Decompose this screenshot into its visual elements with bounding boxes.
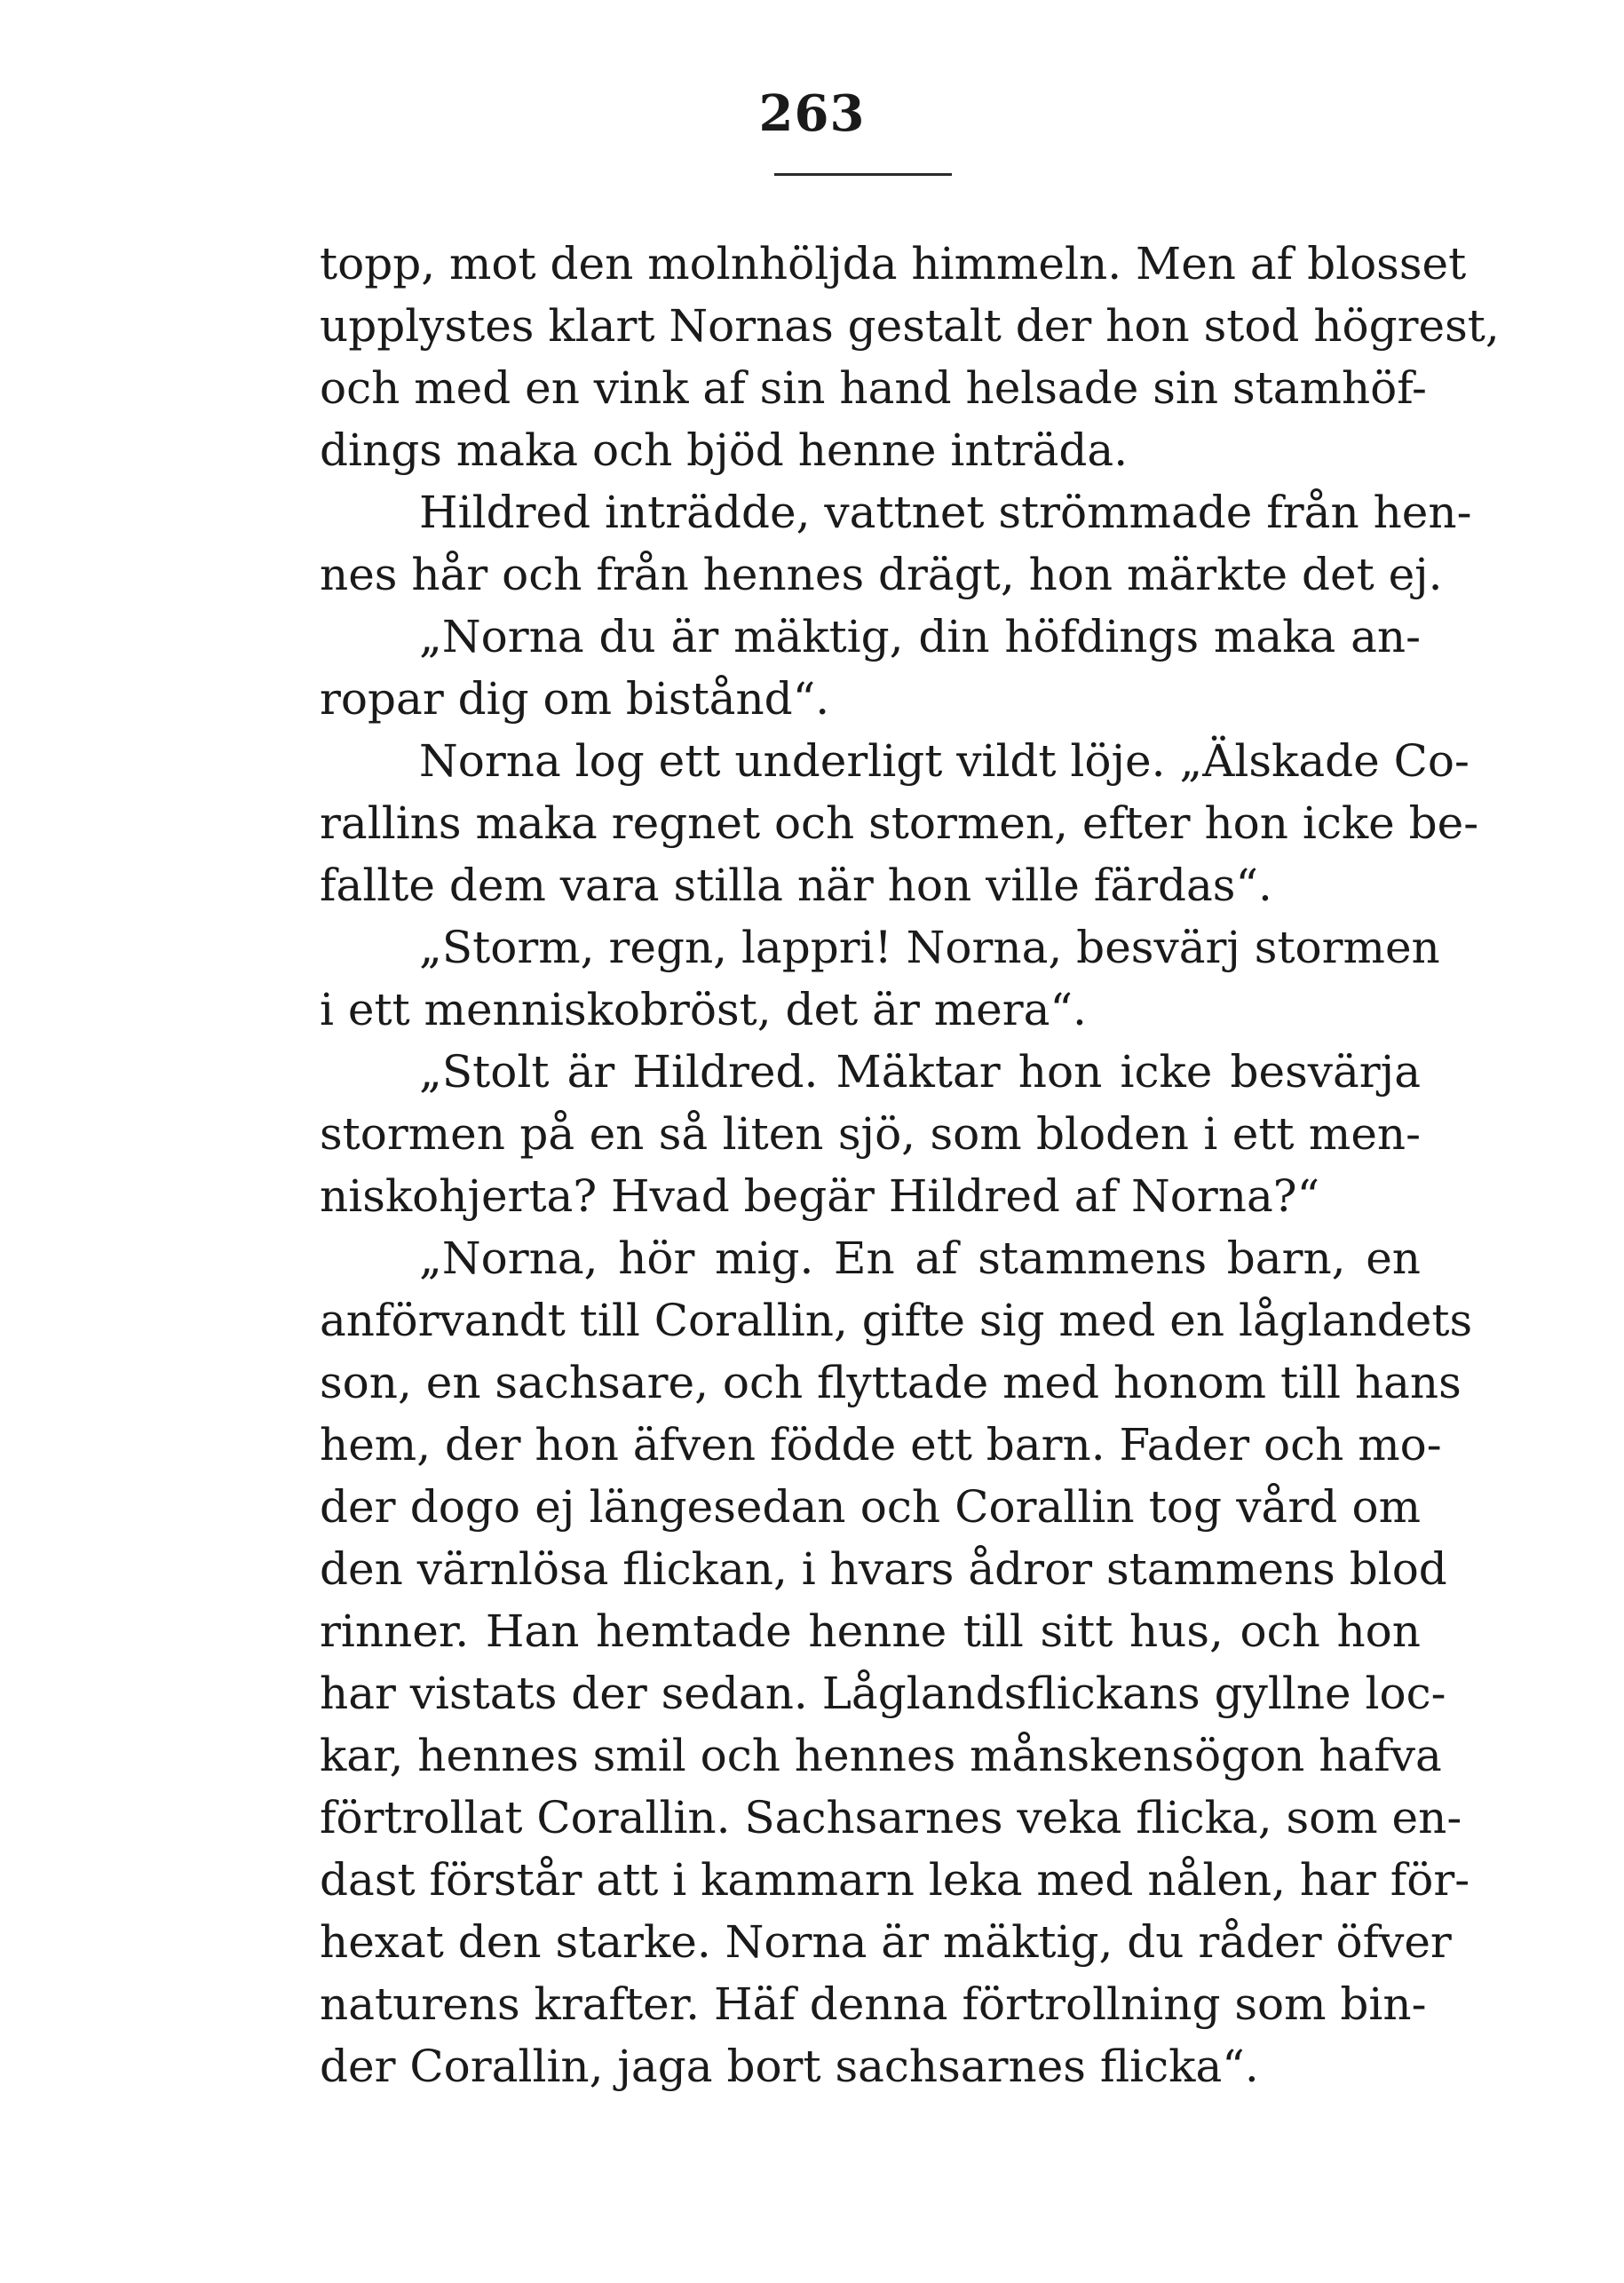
- text-line: nes hår och från hennes drägt, hon märkte det ej.: [320, 549, 1443, 600]
- text-line: och med en vink af sin hand helsade sin stamhöf-: [320, 362, 1427, 414]
- body-text: [320, 233, 1500, 2097]
- text-line: der dogo ej längesedan och Corallin tog vård om: [320, 1481, 1421, 1533]
- text-line: son, en sachsare, och flyttade med honom till hans: [320, 1357, 1462, 1408]
- header-rule: [774, 173, 952, 176]
- text-line: stormen på en så liten sjö, som bloden i ett men-: [320, 1108, 1421, 1160]
- text-line: hem, der hon äfven födde ett barn. Fader och mo-: [320, 1419, 1442, 1470]
- text-line: rinner. Han hemtade henne till sitt hus, och hon: [320, 1605, 1421, 1657]
- text-line: „Storm, regn, lappri! Norna, besvärj stormen: [419, 922, 1440, 973]
- text-line: rallins maka regnet och stormen, efter hon icke be-: [320, 797, 1479, 849]
- text-line: fallte dem vara stilla när hon ville färdas“.: [320, 860, 1272, 911]
- text-line: förtrollat Corallin. Sachsarnes veka flicka, som en-: [320, 1792, 1462, 1843]
- text-line: den värnlösa flickan, i hvars ådror stammens blod: [320, 1543, 1447, 1595]
- text-line: hexat den starke. Norna är mäktig, du råder öfver: [320, 1916, 1452, 1968]
- text-line: upplystes klart Nornas gestalt der hon stod högrest,: [320, 300, 1500, 352]
- text-line: topp, mot den molnhöljda himmeln. Men af blosset: [320, 238, 1467, 289]
- text-line: Norna log ett underligt vildt löje. „Älskade Co-: [419, 735, 1470, 787]
- text-line: Hildred inträdde, vattnet strömmade från hen-: [419, 487, 1472, 538]
- text-line: kar, hennes smil och hennes månskensögon hafva: [320, 1730, 1442, 1781]
- text-line: ropar dig om bistånd“.: [320, 673, 830, 725]
- page-number: 263: [758, 84, 866, 143]
- text-line: „Norna, hör mig. En af stammens barn, en: [419, 1233, 1421, 1284]
- text-line: naturens krafter. Häf denna förtrollning som bin-: [320, 1978, 1427, 2030]
- text-line: anförvandt till Corallin, gifte sig med en låglandets: [320, 1295, 1473, 1346]
- text-line: niskohjerta? Hvad begär Hildred af Norna?“: [320, 1170, 1320, 1222]
- text-line: „Stolt är Hildred. Mäktar hon icke besvärja: [419, 1046, 1421, 1098]
- text-line: i ett menniskobröst, det är mera“.: [320, 984, 1087, 1035]
- text-line: „Norna du är mäktig, din höfdings maka an-: [419, 611, 1421, 662]
- text-line: dings maka och bjöd henne inträda.: [320, 424, 1129, 476]
- text-line: der Corallin, jaga bort sachsarnes flicka“.: [320, 2041, 1259, 2092]
- text-line: har vistats der sedan. Låglandsflickans gyllne loc-: [320, 1668, 1446, 1719]
- text-line: dast förstår att i kammarn leka med nålen, har för-: [320, 1854, 1470, 1906]
